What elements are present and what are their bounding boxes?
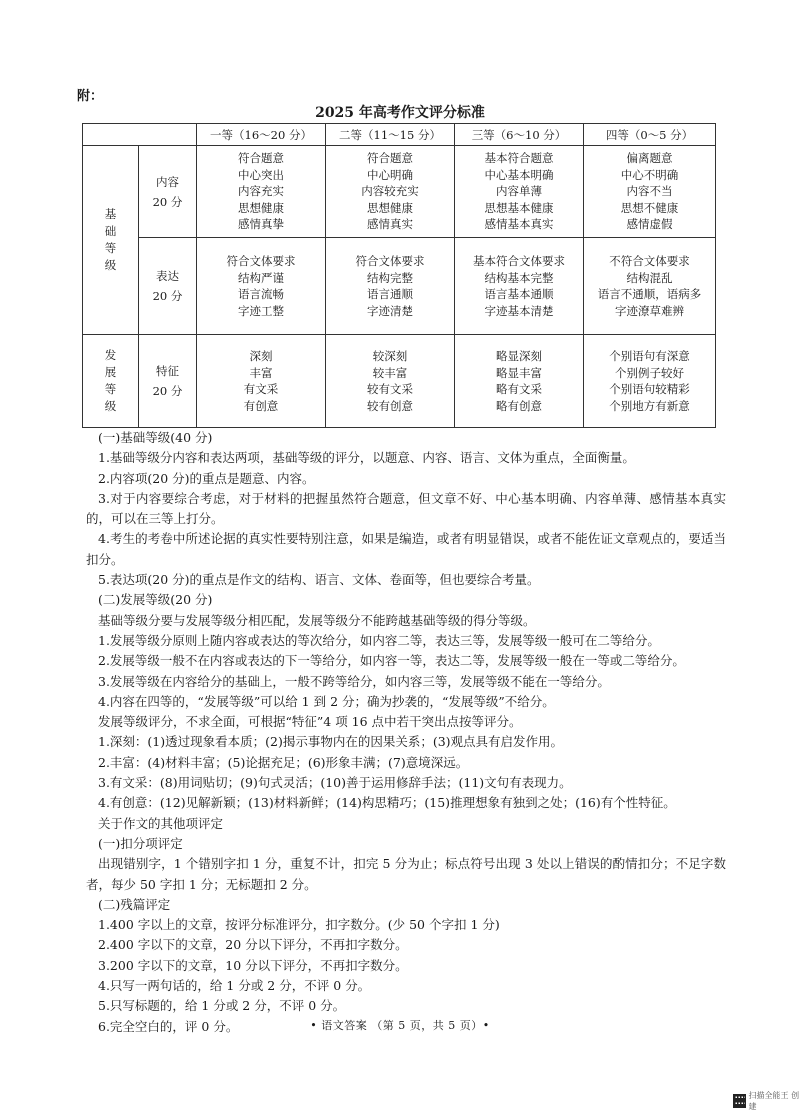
criteria-line: 有文采 xyxy=(243,382,279,396)
criteria-line: 略显丰富 xyxy=(496,365,542,380)
criteria-line: 内容较充实 xyxy=(361,184,419,199)
criteria-cell xyxy=(326,146,455,238)
paragraph: 2.发展等级一般不在内容或表达的下一等给分，如内容一等，表达二等，发展等级一般在一等或二等给分。 xyxy=(98,653,685,669)
criteria-line: 内容充实 xyxy=(238,184,284,199)
paragraph: 出现错别字，1 个错别字扣 1 分，重复不计，扣完 5 分为止；标点符号出现 3 处以上错误的酌情扣分；不足字数者，每少 50 字扣 1 分；无标题扣 2 分。 xyxy=(86,856,726,892)
item-score: 20 分 xyxy=(152,289,183,303)
paragraph: 基础等级分要与发展等级分相匹配，发展等级分不能跨越基础等级的得分等级。 xyxy=(98,612,536,628)
criteria-line: 个别例子较好 xyxy=(615,365,684,380)
criteria-line: 基本符合题意 xyxy=(484,151,554,166)
watermark-text: 扫描全能王 创建 xyxy=(748,1091,800,1111)
criteria-line: 思想基本健康 xyxy=(484,200,554,215)
criteria-cell xyxy=(455,146,584,238)
paragraph: 3.对于内容要综合考虑，对于材料的把握虽然符合题意，但文章不好、中心基本明确、内容单薄、感情基本真实的，可以在三等上打分。 xyxy=(86,490,726,527)
group-label-cell xyxy=(83,146,139,335)
table-header-row xyxy=(83,124,716,146)
paragraph: (一)扣分项评定 xyxy=(98,835,183,851)
grading-table xyxy=(82,123,716,428)
criteria-line: 结构混乱 xyxy=(626,270,673,285)
column-header: 三等（6～10 分） xyxy=(455,124,584,146)
criteria-line: 感情真挚 xyxy=(238,217,284,232)
group-label: 基 础 等 级 xyxy=(104,207,117,272)
criteria-cell xyxy=(455,335,584,428)
paragraph: (二)发展等级(20 分) xyxy=(98,592,213,608)
criteria-line: 符合文体要求 xyxy=(355,254,425,268)
criteria-line: 个别语句有深意 xyxy=(609,349,690,363)
column-header: 一等（16～20 分） xyxy=(197,124,326,146)
criteria-line: 丰富 xyxy=(249,365,273,380)
criteria-cell xyxy=(584,335,716,428)
body-text xyxy=(86,428,726,1037)
criteria-line: 较丰富 xyxy=(372,365,408,380)
criteria-line: 略有文采 xyxy=(496,382,542,396)
criteria-line: 结构严谨 xyxy=(238,270,284,285)
criteria-cell xyxy=(455,238,584,335)
criteria-line: 符合题意 xyxy=(238,151,284,166)
appendix-label: 附： xyxy=(77,89,104,104)
criteria-cell xyxy=(584,146,716,238)
criteria-line: 有创意 xyxy=(243,398,279,413)
criteria-line: 中心基本明确 xyxy=(484,167,554,182)
criteria-line: 个别语句较精彩 xyxy=(609,382,690,396)
item-label: 内容 xyxy=(156,174,179,189)
criteria-line: 语言通顺 xyxy=(367,287,413,301)
criteria-cell xyxy=(326,335,455,428)
column-header: 二等（11～15 分） xyxy=(326,124,455,146)
qr-code-icon xyxy=(733,1094,746,1108)
criteria-line: 思想不健康 xyxy=(620,200,679,215)
group-label: 发 展 等 级 xyxy=(104,348,117,413)
paragraph: 3.200 字以下的文章，10 分以下评分，不再扣字数分。 xyxy=(98,957,408,973)
criteria-line: 结构基本完整 xyxy=(484,270,554,285)
criteria-line: 不符合文体要求 xyxy=(609,254,690,268)
group-label-cell xyxy=(83,335,139,428)
criteria-line: 符合文体要求 xyxy=(226,254,296,268)
criteria-line: 中心突出 xyxy=(238,167,284,182)
paragraph: 1.400 字以上的文章，按评分标准评分，扣字数分。(少 50 个字扣 1 分) xyxy=(98,917,500,933)
criteria-cell xyxy=(197,146,326,238)
criteria-cell xyxy=(584,238,716,335)
criteria-line: 内容不当 xyxy=(626,184,673,199)
watermark xyxy=(733,1090,800,1112)
criteria-line: 中心不明确 xyxy=(620,167,679,182)
criteria-line: 符合题意 xyxy=(367,151,413,166)
table-row xyxy=(83,335,716,428)
paragraph: 5.只写标题的，给 1 分或 2 分，不评 0 分。 xyxy=(98,998,346,1014)
criteria-line: 个别地方有新意 xyxy=(609,398,690,413)
item-label: 特征 xyxy=(156,364,179,378)
item-score: 20 分 xyxy=(152,384,183,398)
criteria-line: 语言基本通顺 xyxy=(484,287,554,301)
item-score: 20 分 xyxy=(152,194,183,209)
paragraph: 1.发展等级分原则上随内容或表达的等次给分，如内容二等，表达三等，发展等级一般可在二等给分。 xyxy=(98,632,660,648)
criteria-line: 略有创意 xyxy=(496,398,542,413)
criteria-line: 较深刻 xyxy=(372,349,408,363)
criteria-line: 偏离题意 xyxy=(626,151,673,166)
criteria-line: 字迹工整 xyxy=(238,303,284,318)
criteria-line: 语言不通顺，语病多 xyxy=(597,287,702,301)
paragraph: 1.深刻：(1)透过现象看本质；(2)揭示事物内在的因果关系；(3)观点具有启发作用。 xyxy=(98,734,564,750)
criteria-line: 字迹清楚 xyxy=(367,303,413,318)
criteria-line: 较有创意 xyxy=(367,398,413,413)
paragraph: 1.基础等级分内容和表达两项，基础等级的评分，以题意、内容、语言、文体为重点，全面衡量。 xyxy=(98,450,635,466)
paragraph: 4.考生的考卷中所述论据的真实性要特别注意，如果是编造，或者有明显错误，或者不能佐证文章观点的，要适当扣分。 xyxy=(86,531,726,567)
criteria-line: 内容单薄 xyxy=(496,184,542,199)
criteria-line: 感情基本真实 xyxy=(484,217,554,232)
paragraph: (二)残篇评定 xyxy=(98,896,171,912)
criteria-line: 语言流畅 xyxy=(238,287,284,301)
item-label-cell xyxy=(139,238,197,335)
criteria-line: 结构完整 xyxy=(367,270,413,285)
header-empty-cell xyxy=(83,124,197,146)
paragraph: 5.表达项(20 分)的重点是作文的结构、语言、文体、卷面等，但也要综合考量。 xyxy=(98,572,540,588)
paragraph: 4.内容在四等的，“发展等级”可以给 1 到 2 分；确为抄袭的，“发展等级”不给分。 xyxy=(98,693,555,709)
page-footer: • 语文答案 （第 5 页，共 5 页）• xyxy=(310,1019,490,1032)
criteria-line: 基本符合文体要求 xyxy=(473,254,565,268)
page-title: 2025 年高考作文评分标准 xyxy=(315,105,485,121)
paragraph: 4.只写一两句话的，给 1 分或 2 分，不评 0 分。 xyxy=(98,978,371,994)
item-label-cell xyxy=(139,146,197,238)
column-header: 四等（0～5 分） xyxy=(584,124,716,146)
paragraph: (一)基础等级(40 分) xyxy=(98,430,213,445)
paragraph: 3.有文采：(8)用词贴切；(9)句式灵活；(10)善于运用修辞手法；(11)文句有表现力。 xyxy=(98,775,572,791)
paragraph: 2.丰富：(4)材料丰富；(5)论据充足；(6)形象丰满；(7)意境深远。 xyxy=(98,754,469,770)
item-label: 表达 xyxy=(156,269,179,283)
criteria-line: 思想健康 xyxy=(238,200,284,215)
paragraph: 2.内容项(20 分)的重点是题意、内容。 xyxy=(98,470,315,486)
paragraph: 6.完全空白的，评 0 分。 xyxy=(98,1018,239,1034)
criteria-line: 感情虚假 xyxy=(626,217,673,232)
table-row xyxy=(83,238,716,335)
criteria-line: 字迹潦草难辨 xyxy=(615,303,684,318)
paragraph: 2.400 字以下的文章，20 分以下评分，不再扣字数分。 xyxy=(98,937,408,953)
paragraph: 关于作文的其他项评定 xyxy=(98,815,224,831)
paragraph: 3.发展等级在内容给分的基础上，一般不跨等给分，如内容三等，发展等级不能在一等给分。 xyxy=(98,673,610,689)
criteria-cell xyxy=(197,335,326,428)
paragraph: 发展等级评分，不求全面，可根据“特征”4 项 16 点中若干突出点按等评分。 xyxy=(98,714,522,730)
paragraph: 4.有创意：(12)见解新颖；(13)材料新鲜；(14)构思精巧；(15)推理想象有独到之处；(16)有个性特征。 xyxy=(98,795,676,811)
criteria-line: 字迹基本清楚 xyxy=(484,303,554,318)
criteria-line: 较有文采 xyxy=(367,382,413,396)
criteria-line: 思想健康 xyxy=(367,200,413,215)
criteria-cell xyxy=(326,238,455,335)
criteria-line: 中心明确 xyxy=(367,167,413,182)
criteria-line: 略显深刻 xyxy=(496,349,542,363)
criteria-line: 深刻 xyxy=(249,349,273,363)
criteria-cell xyxy=(197,238,326,335)
item-label-cell xyxy=(139,335,197,428)
criteria-line: 感情真实 xyxy=(367,217,413,232)
table-row xyxy=(83,146,716,238)
